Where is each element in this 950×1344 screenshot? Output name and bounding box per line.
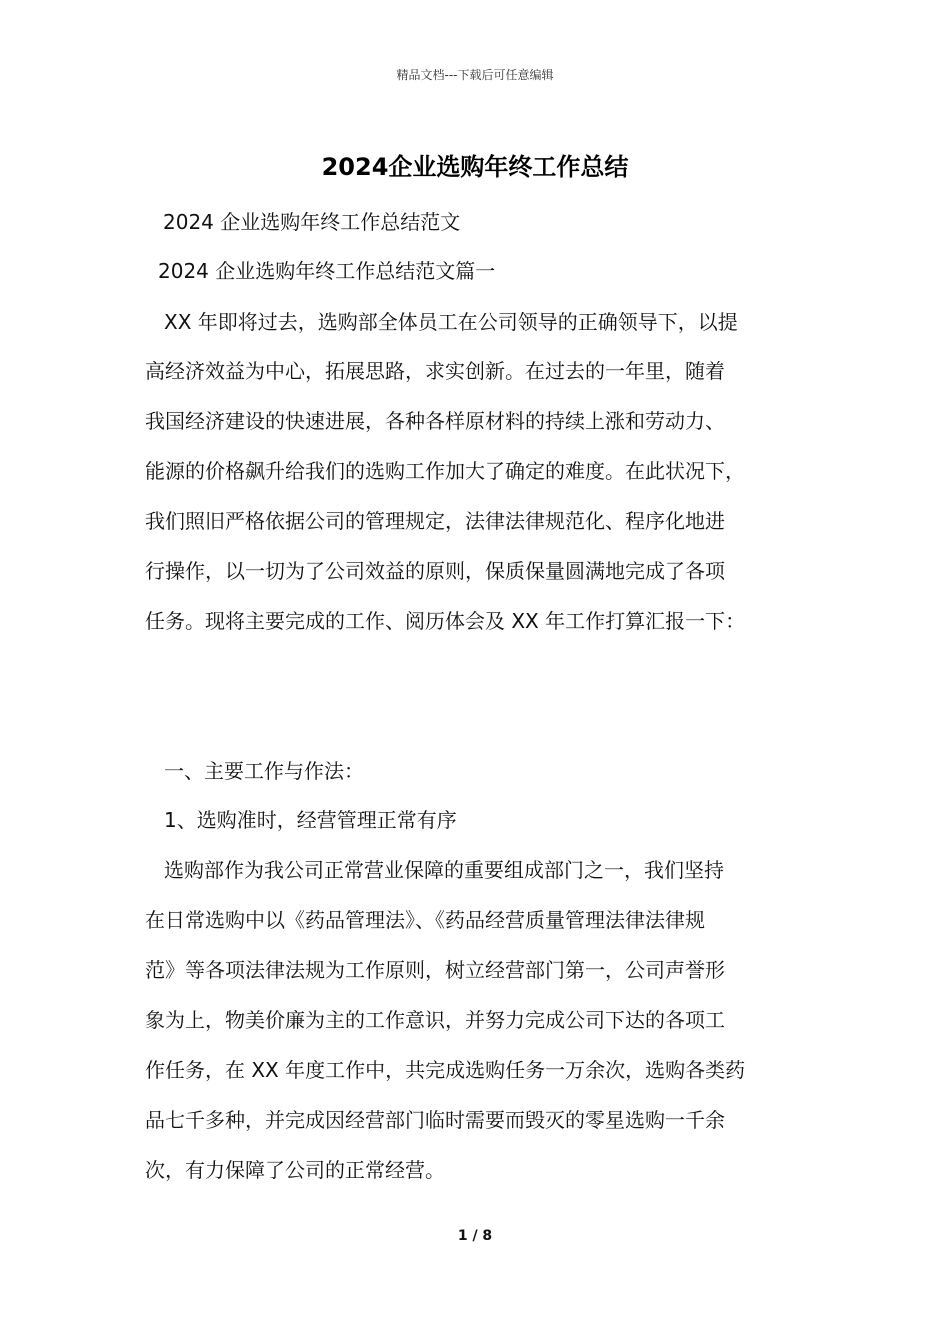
- document-title: 2024企业选购年终工作总结: [321, 153, 629, 181]
- subtitle-line: 2024 企业选购年终工作总结范文: [163, 210, 461, 234]
- paragraph-2-line-2: 在日常选购中以《药品管理法》、《药品经营质量管理法律法律规: [145, 908, 705, 932]
- paragraph-2-line-7: 次，有力保障了公司的正常经营。: [145, 1158, 445, 1182]
- paragraph-2-line-5: 作任务，在 XX 年度工作中，共完成选购任务一万余次，选购各类药: [145, 1058, 746, 1082]
- section-1-heading: 一、主要工作与作法：: [164, 759, 364, 783]
- paragraph-1-line-1: XX 年即将过去，选购部全体员工在公司领导的正确领导下，以提: [164, 310, 738, 334]
- page-header: 精品文档---下载后可任意编辑: [396, 68, 554, 82]
- paragraph-1-line-2: 高经济效益为中心，拓展思路，求实创新。在过去的一年里，随着: [145, 359, 725, 383]
- subtitle-line-2: 2024 企业选购年终工作总结范文篇一: [158, 259, 496, 283]
- paragraph-1-line-6: 行操作，以一切为了公司效益的原则，保质保量圆满地完成了各项: [145, 559, 725, 583]
- paragraph-1-line-4: 能源的价格飙升给我们的选购工作加大了确定的难度。在此状况下，: [145, 459, 745, 483]
- section-1-subheading: 1、选购准时，经营管理正常有序: [164, 808, 457, 832]
- paragraph-1-line-7: 任务。现将主要完成的工作、阅历体会及 XX 年工作打算汇报一下：: [145, 609, 746, 633]
- paragraph-1-line-3: 我国经济建设的快速进展，各种各样原材料的持续上涨和劳动力、: [145, 409, 725, 433]
- paragraph-2-line-1: 选购部作为我公司正常营业保障的重要组成部门之一，我们坚持: [164, 858, 724, 882]
- page-number: 1 / 8: [457, 1228, 493, 1244]
- paragraph-2-line-4: 象为上，物美价廉为主的工作意识，并努力完成公司下达的各项工: [145, 1008, 725, 1032]
- paragraph-2-line-3: 范》等各项法律法规为工作原则，树立经营部门第一，公司声誉形: [145, 958, 725, 982]
- paragraph-1-line-5: 我们照旧严格依据公司的管理规定，法律法律规范化、程序化地进: [145, 509, 725, 533]
- paragraph-2-line-6: 品七千多种，并完成因经营部门临时需要而毁灭的零星选购一千余: [145, 1108, 725, 1132]
